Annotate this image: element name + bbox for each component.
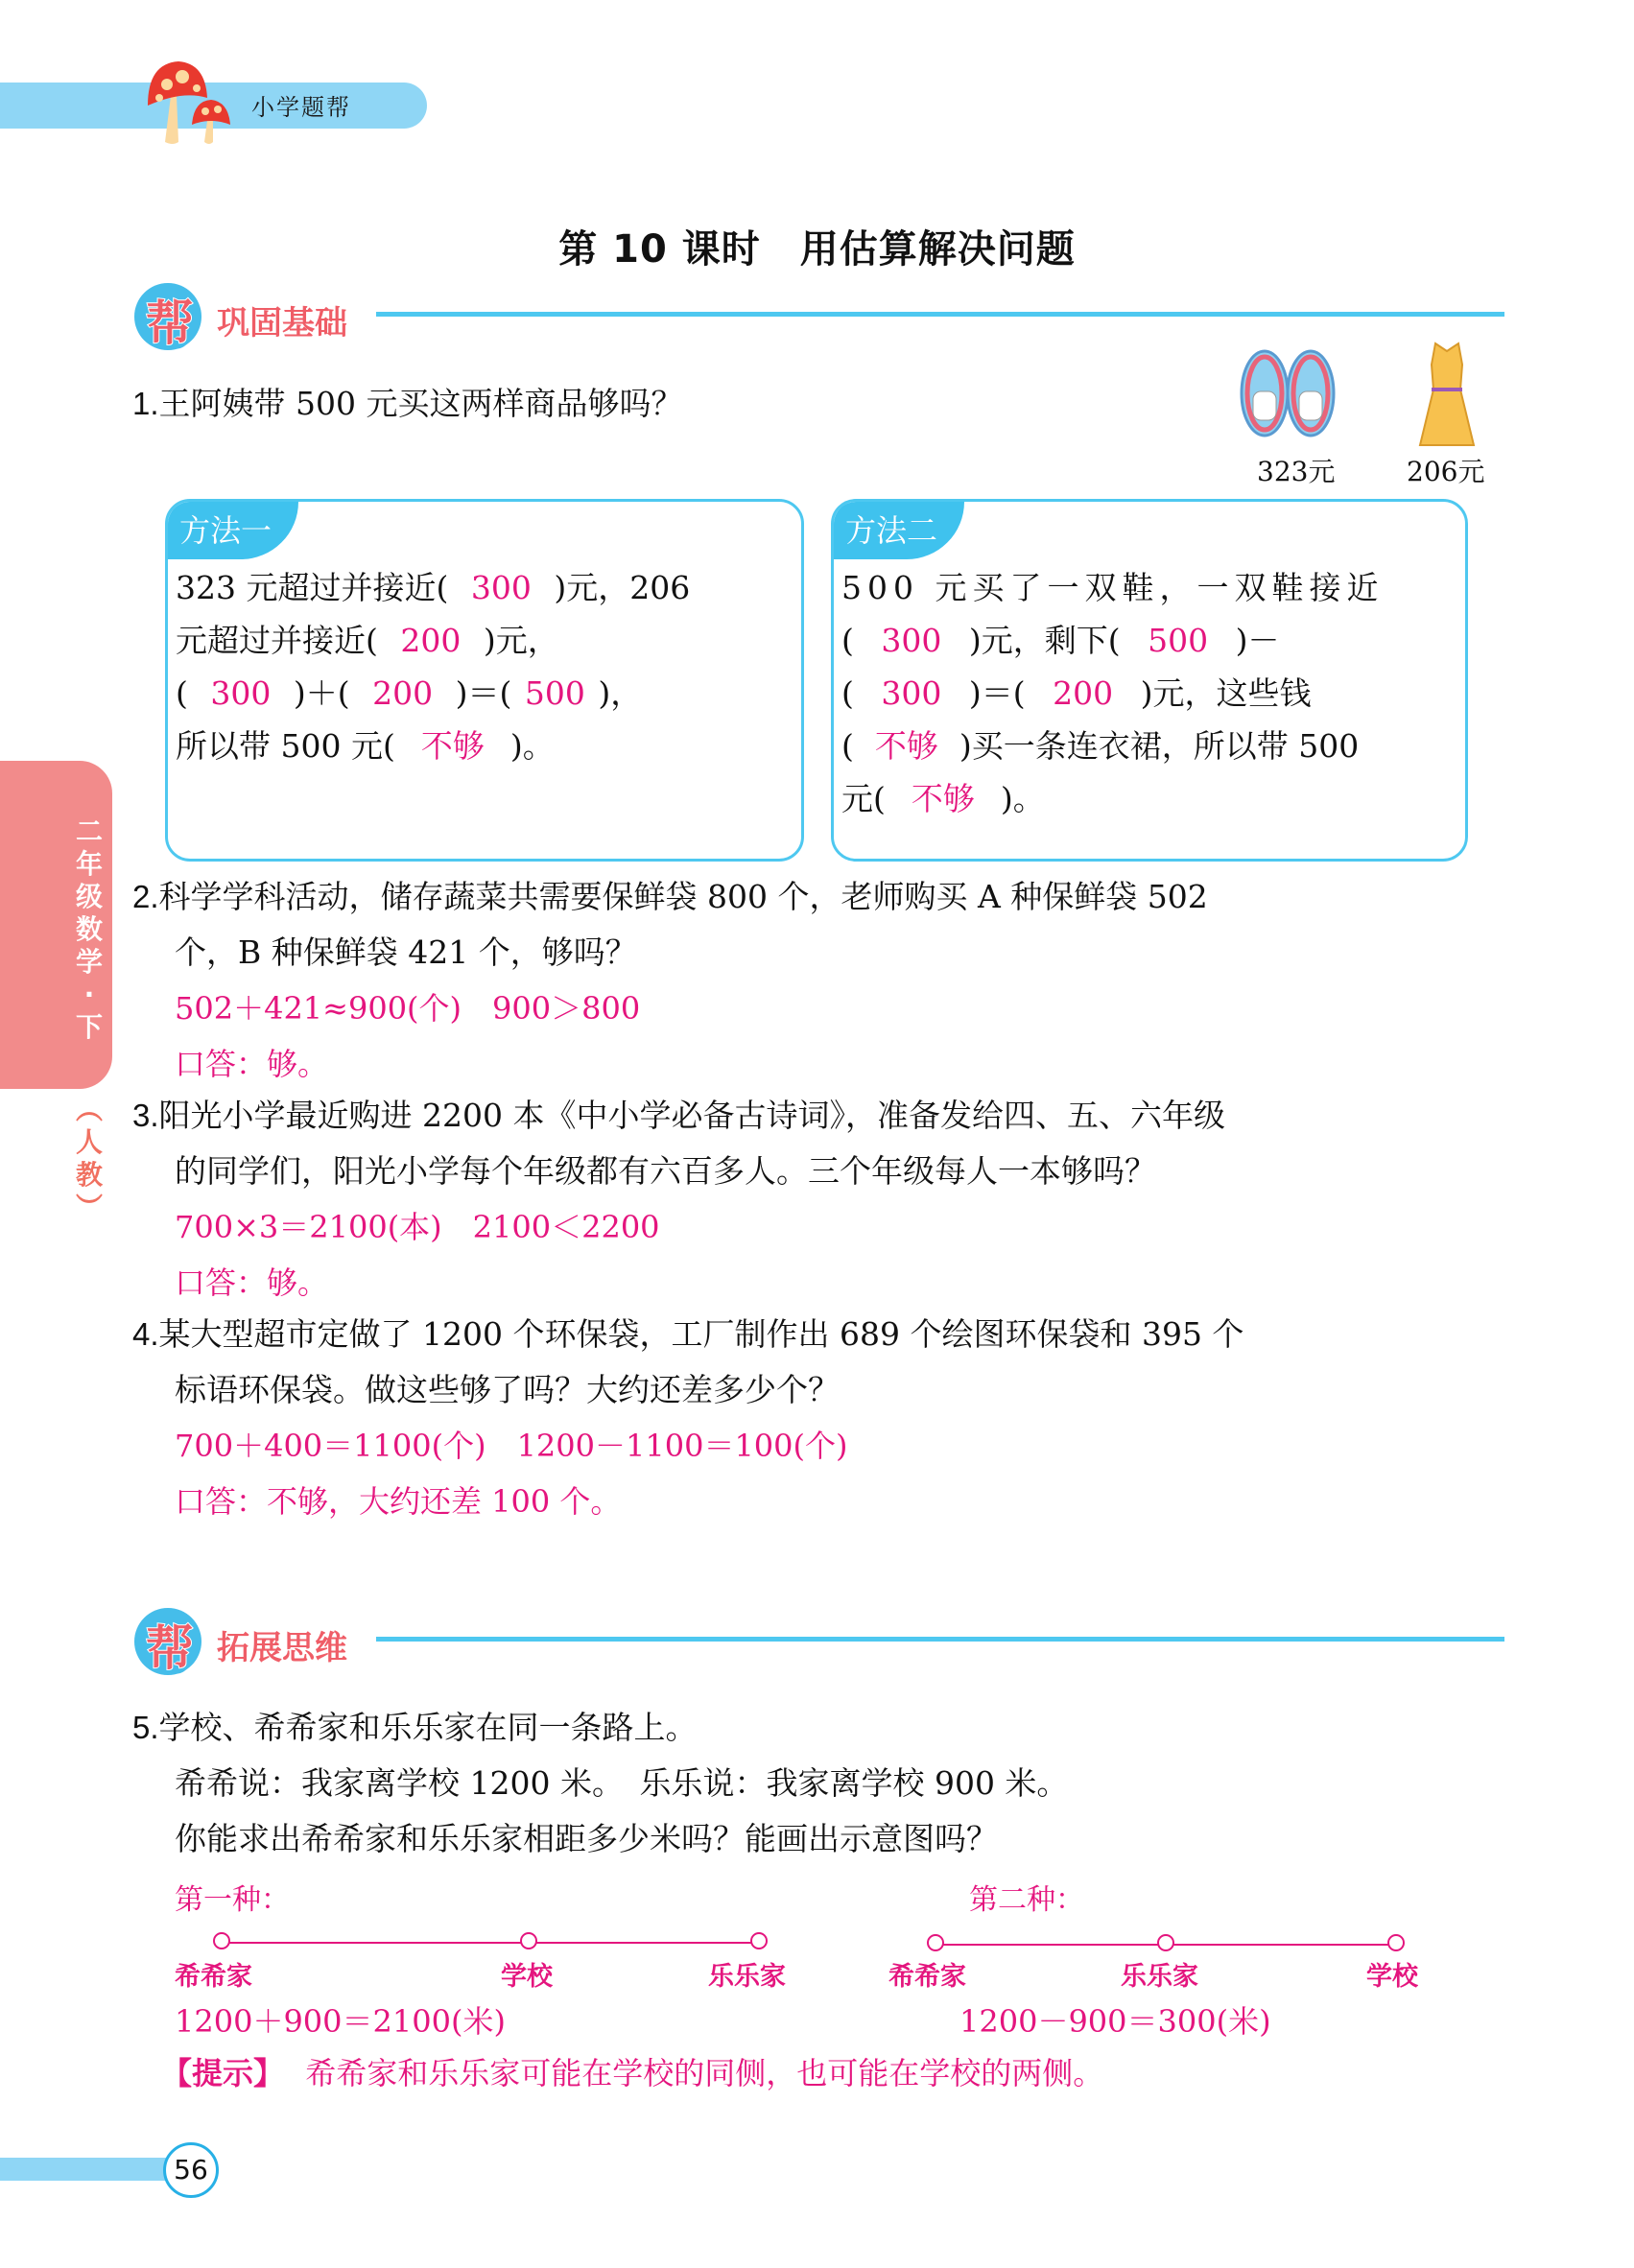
question-2: 2.科学学科活动，储存蔬菜共需要保鲜袋 800 个，老师购买 A 种保鲜袋 502 个，B 种保鲜袋 421 个，够吗？ 502＋421≈900(个) 900＞800 口答：够。 [132, 869, 1495, 1092]
section-title: 巩固基础 [217, 304, 347, 343]
blank-answer[interactable]: 不够 [420, 727, 485, 765]
sneakers-icon [1236, 347, 1341, 443]
dress-price: 206元 [1407, 456, 1485, 487]
blank-answer[interactable]: 500 [1148, 622, 1209, 659]
sneakers-price: 323元 [1257, 456, 1336, 487]
hint-text: 希希家和乐乐家可能在学校的同侧，也可能在学校的两侧。 [305, 2055, 1104, 2091]
page-number: 56 [163, 2142, 219, 2198]
answer-calc: 700＋400＝1100(个) 1200－1100＝100(个) [175, 1428, 848, 1464]
method-one-box: 方法一 323 元超过并接近( 300 )元，206 元超过并接近( 200 )元， ( 300 )＋( 200 )＝( 500 )， 所以带 500 元( 不够 )。 [165, 499, 804, 862]
case-two-label: 第二种： [969, 1883, 1084, 1917]
lesson-title: 第 10 课时 用估算解决问题 [558, 227, 1076, 272]
hint-label: 【提示】 [161, 2055, 285, 2091]
method-two-box: 方法二 500 元买了一双鞋，一双鞋接近 ( 300 )元，剩下( 500 )－ ( 300 )＝( 200 )元，这些钱 ( 不够 )买一条连衣裙，所以带 500 元( 不够 )。 [831, 499, 1468, 862]
section-badge: 帮 [146, 1620, 194, 1676]
publisher-label: ︵ 人 教 ︶ [75, 1094, 103, 1223]
answer-calc: 1200－900＝300(米) [959, 2003, 1271, 2040]
question-4: 4.某大型超市定做了 1200 个环保袋，工厂制作出 689 个绘图环保袋和 395 个 标语环保袋。做这些够了吗？大约还差多少个？ 700＋400＝1100(个) 1200－1100＝100(个) 口答：不够，大约还差 100 个。 [132, 1307, 1495, 1529]
answer-text: 口答：够。 [175, 1264, 329, 1301]
method-one-tag: 方法一 [168, 502, 298, 559]
mushroom-icon [144, 58, 240, 149]
blank-answer[interactable]: 300 [470, 569, 532, 606]
case-one-label: 第一种： [175, 1883, 290, 1917]
answer-calc: 700×3＝2100(本) 2100＜2200 [175, 1209, 660, 1245]
blank-answer[interactable]: 300 [210, 674, 272, 712]
blank-answer[interactable]: 300 [881, 622, 942, 659]
footer-band [0, 2158, 173, 2181]
brand-label: 小学题帮 [251, 94, 351, 121]
hint [161, 2045, 1103, 2101]
section-divider [376, 1637, 1504, 1642]
blank-answer[interactable]: 200 [372, 674, 434, 712]
answer-text: 口答：够。 [175, 1046, 329, 1082]
question-3: 3.阳光小学最近购进 2200 本《中小学必备古诗词》，准备发给四、五、六年级 的同学们，阳光小学每个年级都有六百多人。三个年级每人一本够吗？ 700×3＝2100(本) 2100＜2200 口答：够。 [132, 1088, 1495, 1311]
blank-answer[interactable]: 300 [881, 674, 942, 712]
grade-label: 二 年 级 数 学 · 下 [75, 815, 103, 1043]
section-badge: 帮 [146, 295, 194, 351]
section-header-extension [134, 1598, 1504, 1685]
method-two-tag: 方法二 [834, 502, 964, 559]
blank-answer[interactable]: 不够 [874, 727, 938, 765]
section-title: 拓展思维 [217, 1629, 347, 1667]
question-1: 1.王阿姨带 500 元买这两样商品够吗？ [132, 385, 683, 422]
blank-answer[interactable]: 不够 [911, 780, 975, 817]
blank-answer[interactable]: 500 [524, 674, 585, 712]
answer-calc: 1200＋900＝2100(米) [175, 2003, 506, 2040]
blank-answer[interactable]: 200 [1053, 674, 1114, 712]
dress-icon [1418, 342, 1476, 452]
answer-text: 口答：不够，大约还差 100 个。 [175, 1483, 622, 1520]
blank-answer[interactable]: 200 [400, 622, 462, 659]
section-divider [376, 312, 1504, 317]
answer-calc: 502＋421≈900(个) 900＞800 [175, 990, 641, 1027]
question-5: 5.学校、希希家和乐乐家在同一条路上。 希希说：我家离学校 1200 米。 乐乐说：我家离学校 900 米。 你能求出希希家和乐乐家相距多少米吗？能画出示意图吗？ [132, 1709, 1069, 1857]
